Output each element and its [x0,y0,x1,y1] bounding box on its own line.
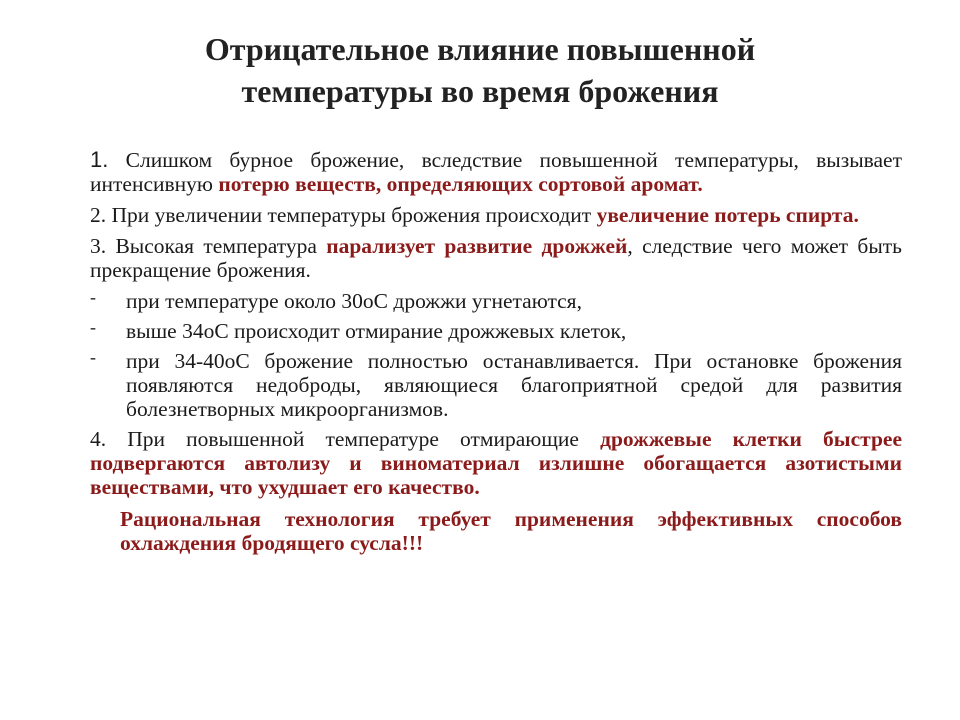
paragraph-4-text: При повышенной температуре отмирающие [106,427,601,451]
paragraph-1-highlight: потерю веществ, определяющих сортовой аромат. [218,172,703,196]
paragraph-3-text-tail: , следствие чего может быть прекращение брожения. [90,234,902,282]
dash-item-text: выше 34оС происходит отмирание дрожжевых клеток, [126,319,627,343]
paragraph-1-text: Слишком бурное брожение, вследствие повышенной температуры, вызывает интенсивную [90,148,902,196]
paragraph-2-text: При увеличении температуры брожения происходит [106,203,597,227]
closing-statement: Рациональная технология требует применения эффективных способов охлаждения бродящего сусла!!! [120,507,902,555]
paragraph-1 [90,148,902,196]
dash-item [90,349,902,421]
title-line-2: температуры во время брожения [241,73,719,109]
paragraph-1-number: 1. [90,147,109,172]
dash-marker: - [90,287,96,307]
paragraph-2 [90,203,902,227]
slide-title [80,28,880,112]
paragraph-4-highlight: дрожжевые клетки быстрее подвергаются автолизу и виноматериал излишне обогащается азотистыми веществами, что ухудшает его качество. [90,427,902,499]
dash-marker: - [90,317,96,337]
dash-item [90,289,902,313]
dash-item-text: при 34-40оС брожение полностью останавливается. При остановке брожения появляются недоброды, являющиеся благоприятной средой для развития болезнетворных микроорганизмов. [126,349,902,421]
paragraph-3-number: 3. [90,234,107,258]
paragraph-4 [90,427,902,499]
paragraph-4-number: 4. [90,427,107,451]
paragraph-2-number: 2. [90,203,107,227]
dash-item-text: при температуре около 30оС дрожжи угнетаются, [126,289,582,313]
slide-content [90,148,902,555]
paragraph-3-highlight: парализует развитие дрожжей [326,234,628,258]
paragraph-3 [90,234,902,282]
dash-marker: - [90,347,96,367]
paragraph-2-highlight: увеличение потерь спирта. [596,203,859,227]
dash-item [90,319,902,343]
title-line-1: Отрицательное влияние повышенной [204,31,756,67]
paragraph-3-text: Высокая температура [106,234,327,258]
